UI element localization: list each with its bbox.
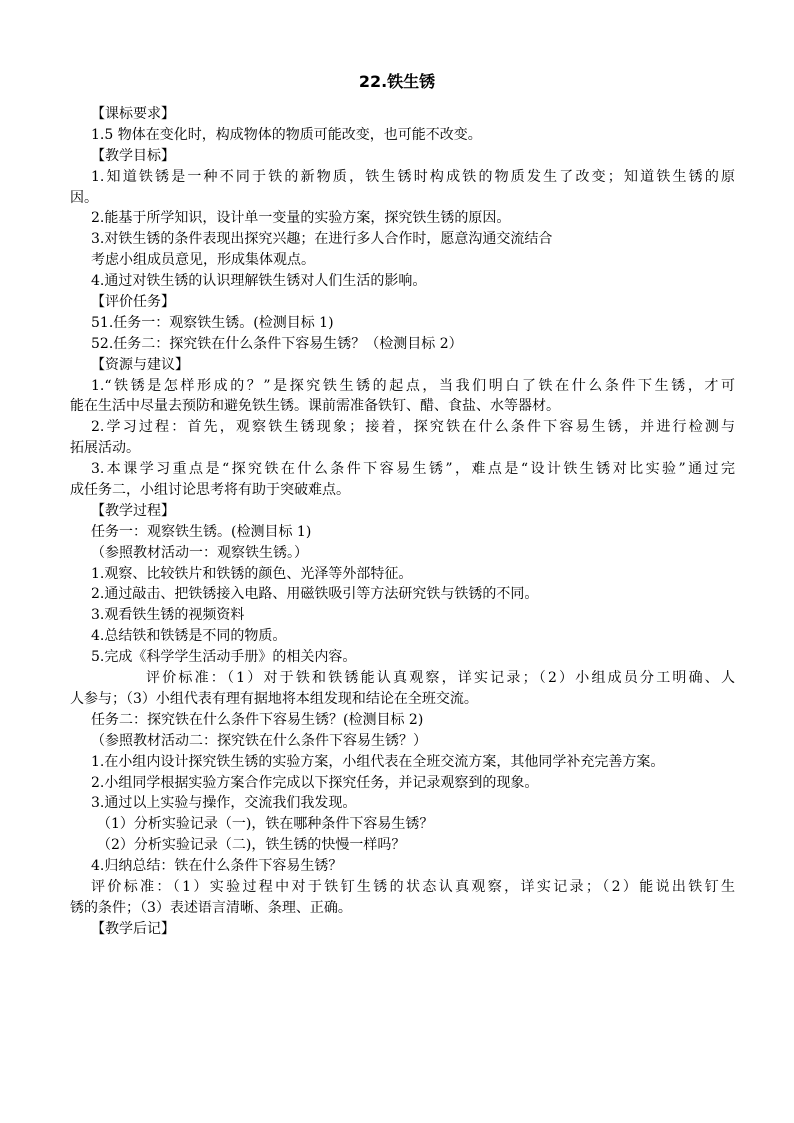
paragraph-line: 4.归纳总结：铁在什么条件下容易生锈？ (91, 858, 343, 875)
paragraph-line: 考虑小组成员意见，形成集体观点。 (91, 252, 315, 269)
paragraph-line (0, 459, 794, 480)
paragraph-line: 2.能基于所学知识，设计单一变量的实验方案，探究铁生锈的原因。 (91, 210, 511, 227)
paragraph-line (0, 167, 794, 188)
task-heading: 任务一：观察铁生锈。(检测目标 1) (91, 523, 312, 540)
paragraph-line: 4.总结铁和铁锈是不同的物质。 (91, 628, 287, 645)
paragraph-line: 拓展活动。 (70, 440, 140, 457)
section-heading-assessment: 【评价任务】 (91, 294, 175, 311)
paragraph-line: 2.小组同学根据实验方案合作完成以下探究任务，并记录观察到的现象。 (91, 774, 539, 791)
paragraph-line: 能在生活中尽量去预防和避免铁生锈。课前需准备铁钉、醋、食盐、水等器材。 (70, 398, 560, 415)
paragraph-line (0, 877, 794, 898)
paragraph-line: 5.完成《科学学生活动手册》的相关内容。 (91, 649, 357, 666)
paragraph-line: 成任务二，小组讨论思考将有助于突破难点。 (70, 482, 350, 499)
paragraph-text: 评价标准：（1）对于铁和铁锈能认真观察，详实记录；（2）小组成员分工明确、人 (146, 670, 735, 687)
paragraph-line: （参照教材活动一：观察铁生锈。） (91, 544, 308, 561)
paragraph-line (0, 668, 794, 689)
paragraph-line: 1.在小组内设计探究铁生锈的实验方案，小组代表在全班交流方案，其他同学补充完善方案。 (91, 753, 665, 770)
paragraph-line: 51.任务一：观察铁生锈。(检测目标 1) (91, 314, 334, 331)
task-heading: 任务二：探究铁在什么条件下容易生锈？(检测目标 2) (91, 711, 424, 728)
paragraph-line: （1）分析实验记录（一)，铁在哪种条件下容易生锈？ (97, 816, 434, 833)
paragraph-line: 人参与；（3）小组代表有理有据地将本组发现和结论在全班交流。 (70, 690, 478, 707)
paragraph-line (0, 376, 794, 397)
paragraph-line: 3.观看铁生锈的视频资料 (91, 607, 245, 624)
paragraph-text: 1.知道铁锈是一种不同于铁的新物质，铁生锈时构成铁的物质发生了改变；知道铁生锈的原 (91, 168, 735, 185)
paragraph-line: 2.通过敲击、把铁锈接入电路、用磁铁吸引等方法研究铁与铁锈的不同。 (91, 586, 539, 603)
section-heading-objectives: 【教学目标】 (91, 147, 175, 164)
paragraph-line: 1.观察、比较铁片和铁锈的颜色、光泽等外部特征。 (91, 565, 413, 582)
section-heading-curriculum: 【课标要求】 (91, 106, 175, 122)
document-title: 22.铁生锈 (358, 72, 436, 91)
paragraph-line: 锈的条件；（3）表述语言清晰、条理、正确。 (70, 899, 352, 916)
section-heading-reflection: 【教学后记】 (91, 920, 175, 937)
document-body (0, 104, 794, 940)
paragraph-text: 1.“铁锈是怎样形成的？”是探究铁生锈的起点，当我们明白了铁在什么条件下生锈，才可 (91, 377, 735, 394)
paragraph-line: 3.通过以上实验与操作，交流我们我发现。 (91, 795, 357, 812)
paragraph-line: （参照教材活动二：探究铁在什么条件下容易生锈？） (91, 732, 427, 749)
paragraph-text: 3.本课学习重点是“探究铁在什么条件下容易生锈”，难点是“设计铁生锈对比实验”通过完 (91, 461, 735, 478)
paragraph-line (0, 417, 794, 438)
paragraph-text: 评价标准：（1）实验过程中对于铁钉生锈的状态认真观察，详实记录；（2）能说出铁钉生 (91, 878, 735, 895)
paragraph-text: 2.学习过程：首先，观察铁生锈现象；接着，探究铁在什么条件下容易生锈，并进行检测与 (91, 419, 735, 436)
paragraph-line: （2）分析实验记录（二)，铁生锈的快慢一样吗？ (97, 837, 406, 854)
section-heading-process: 【教学过程】 (91, 502, 175, 519)
paragraph-line: 52.任务二：探究铁在什么条件下容易生锈？（检测目标 2） (91, 335, 463, 352)
paragraph-line: 1.5 物体在变化时，构成物体的物质可能改变，也可能不改变。 (91, 126, 482, 143)
section-heading-resources: 【资源与建议】 (91, 356, 189, 373)
paragraph-line: 4.通过对铁生锈的认识理解铁生锈对人们生活的影响。 (91, 273, 427, 290)
paragraph-line: 3.对铁生锈的条件表现出探究兴趣；在进行多人合作时，愿意沟通交流结合 (91, 231, 553, 248)
paragraph-line: 因。 (70, 189, 98, 206)
